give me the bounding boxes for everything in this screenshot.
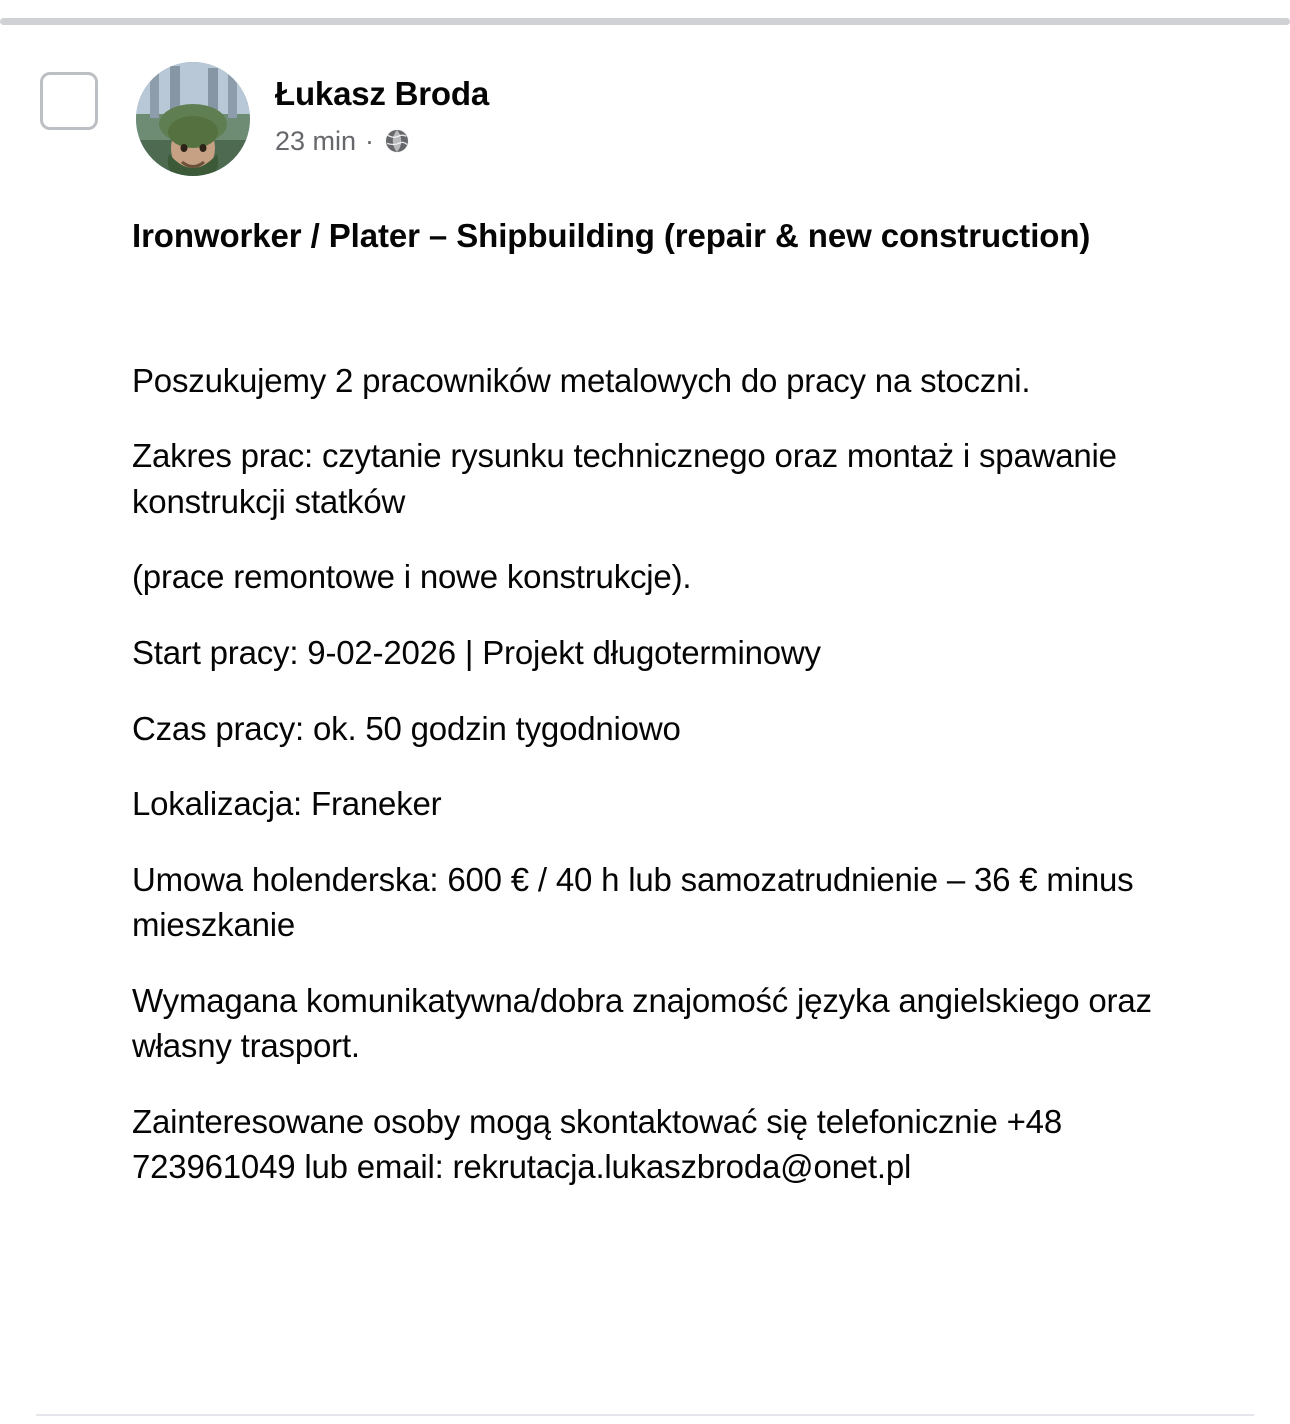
- select-post-checkbox[interactable]: [40, 72, 98, 130]
- avatar[interactable]: [136, 62, 250, 176]
- post-header: [36, 62, 1230, 176]
- post-divider: [36, 1414, 1254, 1416]
- post-paragraph: Zakres prac: czytanie rysunku technicznego oraz montaż i spawanie konstrukcji statków: [132, 437, 1117, 520]
- paragraph-spacer: [132, 524, 1230, 554]
- globe-icon[interactable]: [383, 127, 411, 155]
- title-body-spacer: [36, 258, 1230, 358]
- paragraph-spacer: [132, 1069, 1230, 1099]
- post-paragraph: Lokalizacja: Franeker: [132, 785, 442, 823]
- post-paragraph: Poszukujemy 2 pracowników metalowych do pracy na stoczni.: [132, 361, 1031, 399]
- post-paragraph: Umowa holenderska: 600 € / 40 h lub samozatrudnienie – 36 € minus mieszkanie: [132, 860, 1134, 944]
- scroll-progress-bar[interactable]: [0, 18, 1290, 25]
- meta-separator: ·: [365, 125, 375, 156]
- avatar-image: [136, 62, 250, 176]
- post-title: Ironworker / Plater – Shipbuilding (repair & new construction): [132, 217, 1091, 254]
- post-paragraph: Czas pracy: ok. 50 godzin tygodniowo: [132, 709, 681, 747]
- post-body: [132, 358, 1230, 1190]
- post-byline: [275, 62, 489, 157]
- post-paragraph: Zainteresowane osoby mogą skontaktować się telefonicznie +48 723961049 lub email: rekrutacja.lukaszbroda@onet.pl: [132, 1102, 1062, 1186]
- post-paragraph: (prace remontowe i nowe konstrukcje).: [132, 558, 692, 596]
- paragraph-spacer: [132, 403, 1230, 433]
- paragraph-spacer: [132, 600, 1230, 630]
- post-timestamp[interactable]: 23 min: [275, 125, 357, 156]
- paragraph-spacer: [132, 948, 1230, 978]
- post-paragraph: Wymagana komunikatywna/dobra znajomość języka angielskiego oraz własny trasport.: [132, 981, 1152, 1065]
- post-meta: [275, 126, 489, 157]
- post-author-name[interactable]: Łukasz Broda: [275, 75, 489, 112]
- paragraph-spacer: [132, 676, 1230, 706]
- paragraph-spacer: [132, 751, 1230, 781]
- paragraph-spacer: [132, 827, 1230, 857]
- post-paragraph: Start pracy: 9-02-2026 | Projekt długoterminowy: [132, 634, 821, 671]
